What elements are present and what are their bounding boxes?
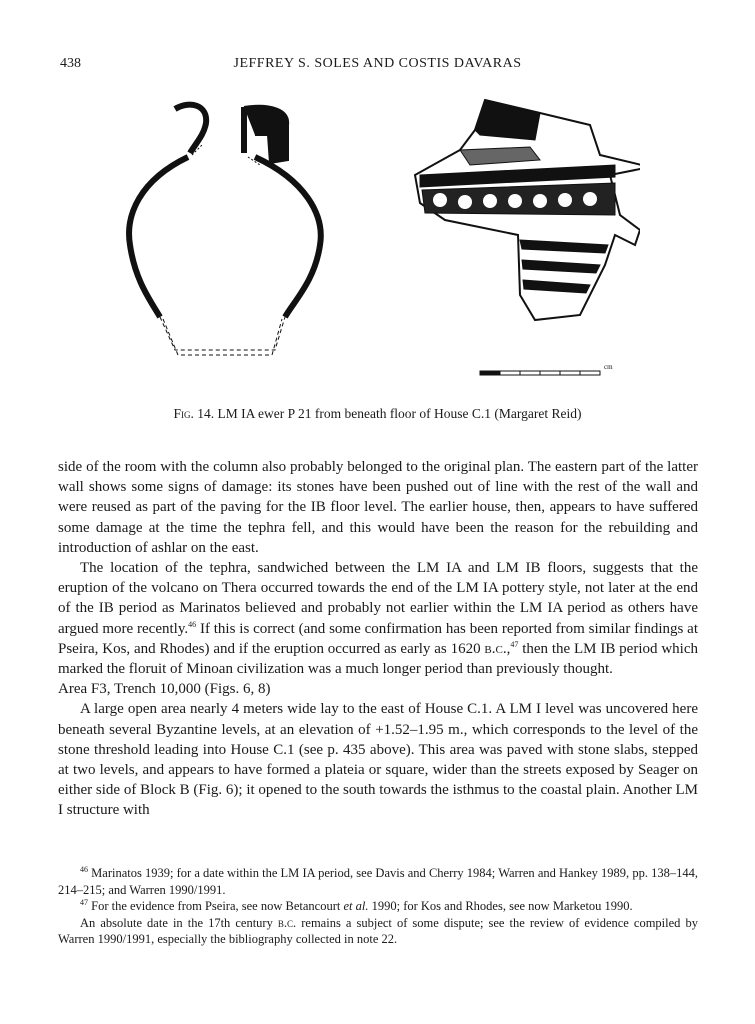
paragraph-2-text-a: The location of the tephra, sandwiched between the LM IA and LM IB floors, suggests that the eruption of the volcano on Thera occurred towards the end of the LM IA pottery style, not later at the end of the IB period as Marinatos believed and probably not earlier within the LM IA period as others have argued more recently. bbox=[58, 560, 698, 637]
footnote-ref-47: 47 bbox=[510, 639, 519, 649]
scale-unit-label: cm bbox=[604, 363, 613, 371]
ewer-decorated-fragment bbox=[415, 100, 640, 320]
ewer-profile-drawing bbox=[129, 105, 321, 355]
footnotes bbox=[58, 865, 698, 948]
paragraph-2-text-c: , bbox=[506, 640, 511, 657]
footnote-47-cont-text-b: remains a subject of some dispute; see the review of evidence compiled by Warren 1990/1991, especially the bibliography collected in note 22. bbox=[58, 915, 698, 946]
footnote-46-mark: 46 bbox=[80, 864, 88, 874]
footnote-ref-46: 46 bbox=[188, 619, 197, 629]
caption-label: Fig. 14. bbox=[173, 406, 215, 421]
paragraph-2-text-b: If this is correct (and some confirmation has been reported from similar findings at Pseira, Kos, and Rhodes) and if the eruption occurred as early as 1620 bbox=[58, 620, 698, 657]
ewer-drawings bbox=[120, 95, 640, 385]
paragraph-1: side of the room with the column also probably belonged to the original plan. The eastern part of the latter wall shows some signs of damage: its stones have been pushed out of line with the rest of the wall and were reused as part of the paving for the IB floor level. The earlier house, then, appears to have suffered some damage at the time the tephra fell, and this would have been the reason for the rebuilding and introduction of ashlar on the east. bbox=[58, 459, 698, 556]
running-head: JEFFREY S. SOLES AND COSTIS DAVARAS bbox=[233, 56, 522, 71]
footnote-46 bbox=[58, 865, 698, 898]
paragraph-2 bbox=[58, 558, 698, 679]
page-number: 438 bbox=[60, 56, 81, 71]
paragraph-3: A large open area nearly 4 meters wide lay to the east of House C.1. A LM I level was uncovered here beneath several Byzantine levels, at an elevation of +1.52–1.95 m., which corresponds to the level of the stone threshold leading into House C.1 (see p. 435 above). This area was paved with stone slabs, stepped at two levels, and appears to have formed a plateia or square, wider than the streets exposed by Seager on either side of Block B (Fig. 6); it opened to the south towards the isthmus to the coastal plain. Another LM I structure with bbox=[58, 701, 698, 819]
footnote-47-etal: et al. bbox=[343, 899, 369, 913]
body-text bbox=[58, 457, 698, 821]
era-abbrev: b.c. bbox=[484, 640, 507, 657]
footnote-47-continued bbox=[58, 915, 698, 948]
caption-text: LM IA ewer P 21 from beneath floor of House C.1 (Margaret Reid) bbox=[217, 406, 582, 421]
footnote-47-cont-text-a: An absolute date in the 17th century bbox=[80, 915, 278, 930]
footnote-46-text: Marinatos 1939; for a date within the LM IA period, see Davis and Cherry 1984; Warren and Hankey 1989, pp. 138–144, 214–215; and Warren 1990/1991. bbox=[58, 866, 698, 897]
figure-14 bbox=[120, 95, 640, 385]
footnote-47-mark: 47 bbox=[80, 897, 88, 907]
footnote-era-abbrev: b.c. bbox=[277, 915, 297, 930]
footnote-47-text-a: For the evidence from Pseira, see now Betancourt bbox=[88, 899, 344, 913]
footnote-47-text-b: 1990; for Kos and Rhodes, see now Marketou 1990. bbox=[368, 899, 633, 913]
scale-bar bbox=[480, 371, 600, 375]
section-heading: Area F3, Trench 10,000 (Figs. 6, 8) bbox=[58, 681, 271, 698]
footnote-47 bbox=[58, 898, 698, 915]
page-header bbox=[60, 56, 695, 76]
figure-caption bbox=[0, 406, 755, 422]
paragraph-2-text-d: then the LM IB period which marked the floruit of Minoan civilization was a much longer period than previously thought. bbox=[58, 640, 699, 678]
